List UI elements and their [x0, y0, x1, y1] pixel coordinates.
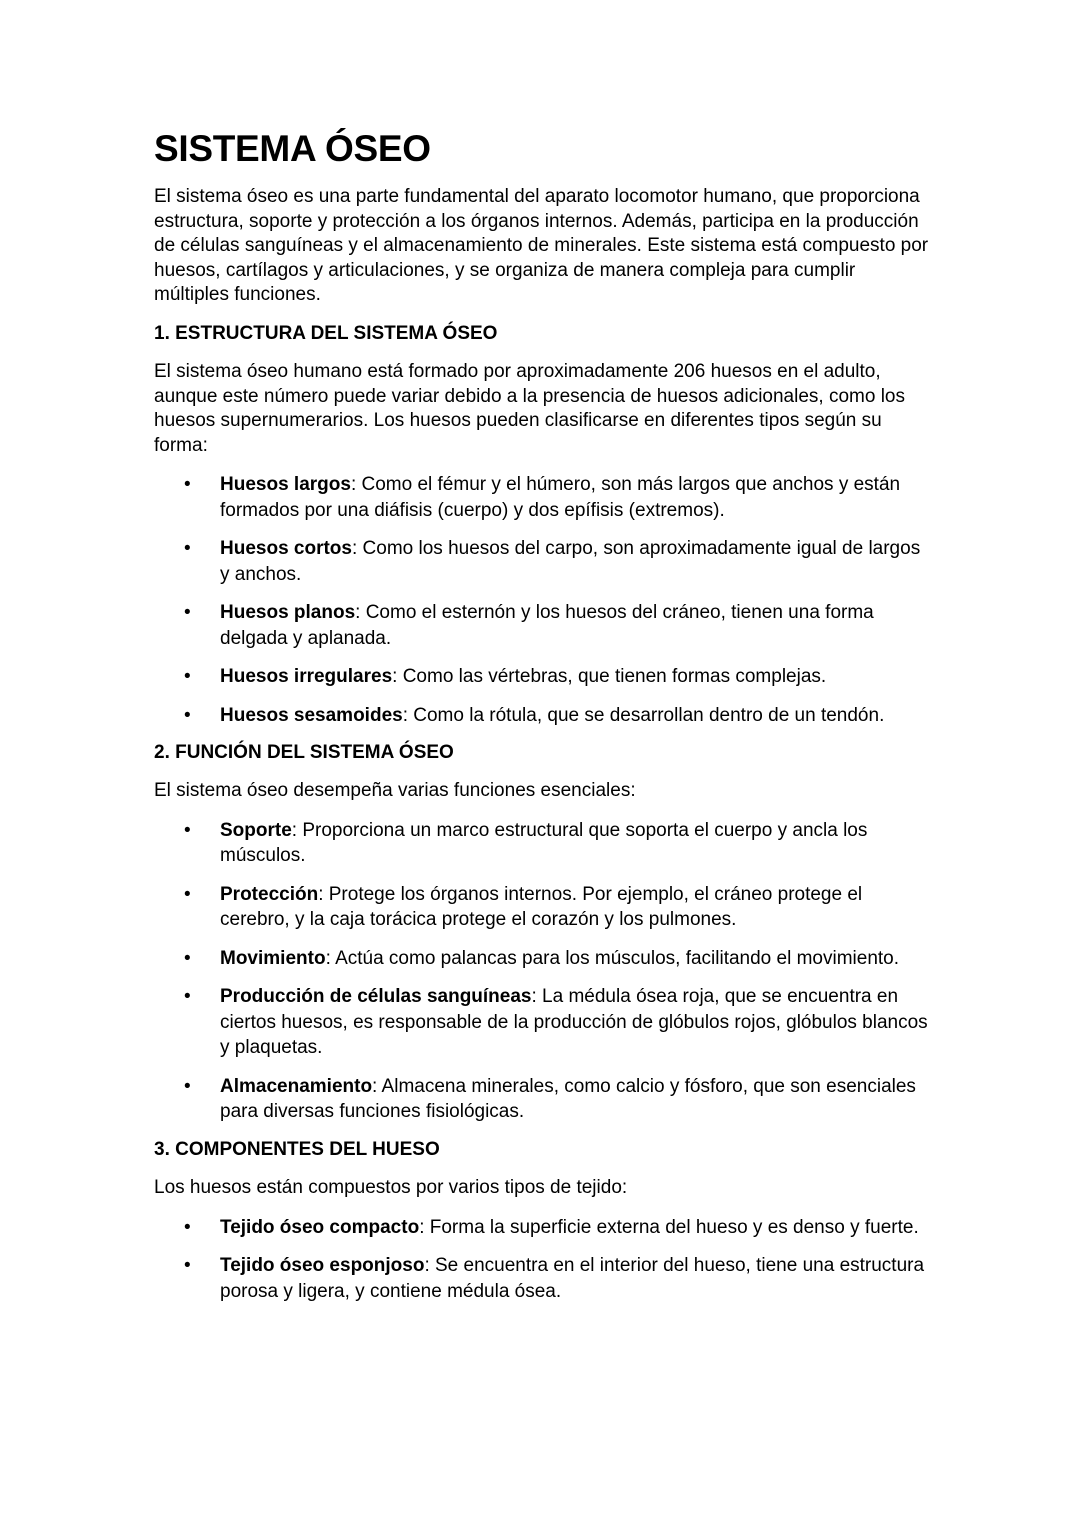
- list-item: [154, 1215, 930, 1241]
- bullet-icon: •: [184, 986, 191, 1008]
- section-paragraph: El sistema óseo humano está formado por aproximadamente 206 huesos en el adulto, aunque este número puede variar debido a la presencia de huesos adicionales, como los huesos supernumerarios. Los huesos pueden clasificarse en diferentes tipos según su forma:: [154, 360, 905, 456]
- item-term: Huesos cortos: [220, 538, 352, 560]
- item-text: : Almacena minerales, como calcio y fósforo, que son esenciales para diversas funciones fisiológicas.: [220, 1075, 916, 1123]
- list-item: [154, 1074, 930, 1125]
- list-item: [154, 882, 930, 933]
- item-text: : La médula ósea roja, que se encuentra en ciertos huesos, es responsable de la producción de glóbulos rojos, glóbulos blancos y plaquetas.: [220, 986, 928, 1059]
- item-text: : Forma la superficie externa del hueso y es denso y fuerte.: [419, 1216, 919, 1238]
- item-term: Huesos sesamoides: [220, 704, 403, 726]
- item-text: : Se encuentra en el interior del hueso, tiene una estructura porosa y ligera, y contiene médula ósea.: [220, 1255, 925, 1302]
- item-term: Almacenamiento: [220, 1075, 373, 1097]
- list-item: [154, 536, 930, 587]
- item-text: : Protege los órganos internos. Por ejemplo, el cráneo protege el cerebro, y la caja torácica protege el corazón y los pulmones.: [220, 883, 863, 931]
- item-text: : Como las vértebras, que tienen formas complejas.: [392, 666, 827, 688]
- item-term: Huesos irregulares: [220, 666, 393, 688]
- list-item: [154, 664, 930, 690]
- list-item: [154, 984, 930, 1061]
- intro-paragraph: El sistema óseo es una parte fundamental del aparato locomotor humano, que proporciona estructura, soporte y protección a los órganos internos. Además, participa en la producción de células sanguíneas y el almacenamiento de minerales. Este sistema está compuesto por huesos, cartílagos y articulaciones, y se organiza de manera compleja para cumplir múltiples funciones.: [154, 186, 929, 306]
- item-text: : Proporciona un marco estructural que soporta el cuerpo y ancla los músculos.: [220, 819, 868, 867]
- section-funcion: [154, 741, 930, 1125]
- bullet-list: [154, 472, 930, 728]
- section-paragraph: El sistema óseo desempeña varias funciones esenciales:: [154, 780, 636, 802]
- list-item: [154, 818, 930, 869]
- item-term: Huesos planos: [220, 602, 356, 624]
- page-title: SISTEMA ÓSEO: [154, 128, 431, 169]
- item-text: : Como el esternón y los huesos del cráneo, tienen una forma delgada y aplanada.: [220, 602, 874, 649]
- bullet-icon: •: [184, 602, 191, 624]
- bullet-icon: •: [184, 883, 191, 905]
- bullet-icon: •: [184, 704, 191, 726]
- section-paragraph: Los huesos están compuestos por varios tipos de tejido:: [154, 1176, 628, 1198]
- item-text: : Actúa como palancas para los músculos, facilitando el movimiento.: [325, 947, 900, 969]
- section-componentes: [154, 1138, 930, 1304]
- bullet-icon: •: [184, 947, 191, 969]
- item-term: Soporte: [220, 819, 292, 841]
- bullet-list: [154, 818, 930, 1125]
- section-heading: 3. COMPONENTES DEL HUESO: [154, 1138, 440, 1160]
- item-term: Tejido óseo compacto: [220, 1216, 420, 1238]
- bullet-icon: •: [184, 1216, 191, 1238]
- item-term: Protección: [220, 883, 319, 905]
- list-item: [154, 600, 930, 651]
- item-term: Movimiento: [220, 947, 326, 969]
- bullet-icon: •: [184, 1255, 191, 1277]
- section-heading: 2. FUNCIÓN DEL SISTEMA ÓSEO: [154, 742, 454, 764]
- section-estructura: [154, 322, 930, 728]
- list-item: [154, 472, 930, 523]
- bullet-icon: •: [184, 538, 191, 560]
- bullet-icon: •: [184, 474, 191, 496]
- item-text: : Como el fémur y el húmero, son más largos que anchos y están formados por una diáfisis (cuerpo) y dos epífisis (extremos).: [220, 474, 901, 521]
- bullet-list: [154, 1215, 930, 1305]
- item-text: : Como la rótula, que se desarrollan dentro de un tendón.: [402, 704, 885, 726]
- item-term: Huesos largos: [220, 474, 351, 496]
- bullet-icon: •: [184, 819, 191, 841]
- list-item: [154, 1253, 930, 1304]
- bullet-icon: •: [184, 666, 191, 688]
- item-term: Producción de células sanguíneas: [220, 986, 532, 1008]
- item-term: Tejido óseo esponjoso: [220, 1255, 425, 1277]
- bullet-icon: •: [184, 1075, 191, 1097]
- item-text: : Como los huesos del carpo, son aproximadamente igual de largos y anchos.: [220, 538, 921, 585]
- list-item: [154, 703, 930, 729]
- section-heading: 1. ESTRUCTURA DEL SISTEMA ÓSEO: [154, 322, 498, 344]
- list-item: [154, 946, 930, 972]
